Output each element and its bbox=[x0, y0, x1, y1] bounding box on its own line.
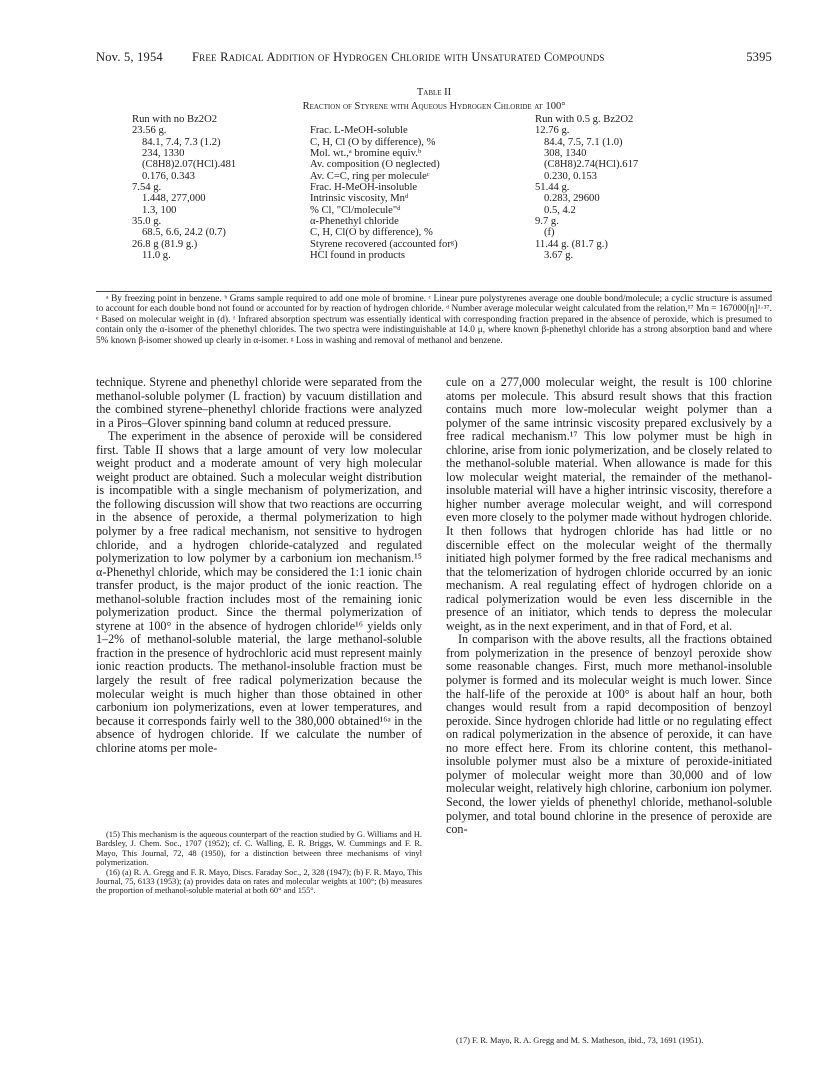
table-cell-run-no-peroxide: 35.0 g. bbox=[132, 216, 162, 228]
table-cell-run-no-peroxide: 23.56 g. bbox=[132, 125, 167, 137]
table-row bbox=[132, 125, 732, 136]
table-cell-label: Av. C=C, ring per moleculeᶜ bbox=[310, 170, 430, 182]
table-title: Reaction of Styrene with Aqueous Hydrogen Chloride at 100° bbox=[302, 101, 566, 112]
table-row bbox=[132, 239, 732, 250]
table-cell-run-with-peroxide: Run with 0.5 g. Bz2O2 bbox=[535, 114, 634, 125]
table-cell-run-with-peroxide: (f) bbox=[544, 227, 555, 239]
table-cell-label: Mol. wt.,ᵃ bromine equiv.ᵇ bbox=[310, 148, 422, 160]
table-cell-run-no-peroxide: 84.1, 7.4, 7.3 (1.2) bbox=[142, 136, 221, 148]
table-cell-label: α-Phenethyl chloride bbox=[310, 216, 399, 228]
reference-entry: (16) (a) R. A. Gregg and F. R. Mayo, Discs. Faraday Soc., 2, 328 (1947); (b) F. R. Mayo, This Journal, 75, 6133 (1953); (a) provides data on rates and molecular weights at 100°; (b) measures the proportion of methanol-soluble material at both 60° and 155°. bbox=[96, 867, 422, 896]
page-number: 5395 bbox=[746, 50, 772, 64]
table-cell-run-with-peroxide: (C8H8)2.74(HCl).617 bbox=[544, 159, 639, 171]
table-cell-run-no-peroxide: 68.5, 6.6, 24.2 (0.7) bbox=[142, 227, 226, 239]
table-cell-run-no-peroxide: 0.176, 0.343 bbox=[142, 170, 195, 182]
table-cell-label: Frac. L-MeOH-soluble bbox=[310, 125, 408, 137]
table-cell-label: Av. composition (O neglected) bbox=[310, 159, 440, 171]
footnote-text: ᵃ By freezing point in benzene. ᵇ Grams sample required to add one mole of bromine. ᶜ Linear pure polystyrenes average one double bond/molecule; a cyclic structure is assumed to account for each double bond not found or accounted for by reaction of hydrogen chloride. ᵈ Number average molecular weight calculated from the relation,¹⁷ Mn = 167000[η]¹·³⁷. ᵉ Based on molecular weight in (d). ᶠ Infrared absorption spectrum was essentially identical with corresponding fraction prepared in the absence of peroxide, which is presumed to contain only the α-isomer of the phenethyl chlorides. The two spectra were indistinguishable at 14.0 μ, where known β-phenethyl chloride has a strong absorption band and where 5% known β-isomer showed up clearly in α-isomer. ᵍ Loss in washing and removal of methanol and benzene. bbox=[96, 294, 772, 346]
table-row bbox=[132, 114, 732, 125]
table-row bbox=[132, 216, 732, 227]
table-footnotes bbox=[96, 294, 772, 346]
table-row bbox=[132, 148, 732, 159]
table-row bbox=[132, 182, 732, 193]
table-number: Table II bbox=[416, 87, 452, 98]
table-cell-run-no-peroxide: 1.448, 277,000 bbox=[142, 193, 206, 205]
table-cell-run-no-peroxide: 11.0 g. bbox=[142, 250, 171, 262]
table-row bbox=[132, 205, 732, 216]
table-row bbox=[132, 227, 732, 238]
paragraph: cule on a 277,000 molecular weight, the result is 100 chlorine atoms per molecule. This absurd result shows that this fraction contains much more low-molecular weight polymer than a polymer of the same intrinsic viscosity prepared exclusively by a free radical mechanism.¹⁷ This low polymer must be high in chlorine, arise from ionic polymerization, and be closely related to the methanol-soluble material. When allowance is made for this low molecular weight material, the remainder of the methanol-insoluble material will have a higher intrinsic viscosity, therefore a higher number average molecular weight, and will correspond even more closely to the polymer made without hydrogen chloride. It then follows that hydrogen chloride has had little or no discernible effect on the molecular weight of the thermally initiated high polymer formed by the free radical mechanisms and that the telomerization of hydrogen chloride occurred by an ionic mechanism. A real regulating effect of hydrogen chloride on a radical polymerization would be even less discernible in the presence of an initiator, which tends to depress the molecular weight, as in the next experiment, and in that of Ford, et al. bbox=[446, 375, 772, 633]
table-rule bbox=[96, 291, 772, 292]
left-column-references bbox=[96, 830, 422, 896]
table-cell-run-no-peroxide: 26.8 g (81.9 g.) bbox=[132, 238, 198, 250]
table-cell-label: C, H, Cl(O by difference), % bbox=[310, 227, 433, 239]
table-row bbox=[132, 137, 732, 148]
table-cell-run-no-peroxide: 234, 1330 bbox=[142, 148, 185, 160]
table-cell-label: Styrene recovered (accounted forᵍ) bbox=[310, 238, 458, 250]
right-column-references bbox=[446, 1036, 772, 1045]
header-date: Nov. 5, 1954 bbox=[96, 50, 163, 64]
table-row bbox=[132, 159, 732, 170]
table-cell-label: % Cl, "Cl/molecule"ᵈ bbox=[310, 204, 401, 216]
table-cell-run-no-peroxide: Run with no Bz2O2 bbox=[132, 114, 218, 125]
table-cell-label: Frac. H-MeOH-insoluble bbox=[310, 182, 418, 194]
table-cell-run-with-peroxide: 3.67 g. bbox=[544, 250, 574, 262]
table-cell-label: Intrinsic viscosity, Mnᵈ bbox=[310, 193, 409, 205]
reference-entry: (15) This mechanism is the aqueous counterpart of the reaction studied by G. Williams and H. Bardsley, J. Chem. Soc., 1707 (1952); cf. C. Walling, E. R. Briggs, W. Cummings and F. R. Mayo, This Journal, 72, 48 (1950), for a distinction between three mechanisms of vinyl polymerization. bbox=[96, 830, 422, 868]
table-cell-run-with-peroxide: 0.5, 4.2 bbox=[544, 204, 576, 216]
header-title: Free Radical Addition of Hydrogen Chloride with Unsaturated Compounds bbox=[192, 50, 605, 64]
table-cell-run-with-peroxide: 0.230, 0.153 bbox=[544, 170, 597, 182]
table-cell-run-with-peroxide: 308, 1340 bbox=[544, 148, 587, 160]
table-cell-run-no-peroxide: 1.3, 100 bbox=[142, 204, 177, 216]
table-cell-label: C, H, Cl (O by difference), % bbox=[310, 136, 436, 148]
table-cell-run-no-peroxide: (C8H8)2.07(HCl).481 bbox=[142, 159, 237, 171]
table-row bbox=[132, 171, 732, 182]
table-cell-run-with-peroxide: 12.76 g. bbox=[535, 125, 570, 137]
paragraph: In comparison with the above results, all the fractions obtained from polymerization in the presence of benzoyl peroxide show some reasonable changes. First, much more methanol-insoluble polymer is formed and its molecular weight is much lower. Since the half-life of the peroxide at 100° is about half an hour, both changes would result from a rapid decomposition of benzoyl peroxide. Since hydrogen chloride had little or no regulating effect on radical polymerization in the absence of peroxide, it can have no more effect here. From its chlorine content, this methanol-insoluble polymer must also be a mixture of peroxide-initiated polymer of molecular weight more than 30,000 and of low molecular weight, relatively high chlorine, carbonium ion polymer. Second, the lower yields of phenethyl chloride, methanol-soluble polymer, and total bound chlorine in the presence of peroxide are con- bbox=[446, 632, 772, 837]
reference-entry: (17) F. R. Mayo, R. A. Gregg and M. S. Matheson, ibid., 73, 1691 (1951). bbox=[456, 1036, 704, 1045]
table-cell-run-no-peroxide: 7.54 g. bbox=[132, 182, 162, 194]
paragraph: The experiment in the absence of peroxide will be considered first. Table II shows that a large amount of very low molecular weight product and a moderate amount of very high molecular weight product are obtained. Such a molecular weight distribution is incompatible with a single mechanism of polymerization, and the following discussion will show that two reactions are occurring in the absence of peroxide, a thermal polymerization to high polymer by a free radical mechanism, not sensitive to hydrogen chloride, and a hydrogen chloride-catalyzed and regulated polymerization to low polymer by a carbonium ion mechanism.¹⁵ α-Phenethyl chloride, which may be considered the 1:1 ionic chain transfer product, is the major product of the ionic reaction. The methanol-soluble fraction includes most of the remaining ionic polymerization product. Since the thermal polymerization of styrene at 100° in the absence of hydrogen chloride¹⁶ yields only 1–2% of methanol-soluble material, the large methanol-soluble fraction in the presence of hydrochloric acid must represent mainly ionic reaction products. The methanol-insoluble fraction must be largely the result of free radical polymerization because the molecular weight is much higher than those obtained in other carbonium ion polymerizations, even at lower temperatures, and because it corresponds fairly well to the 380,000 obtained¹⁶ᵃ in the absence of hydrogen chloride. If we calculate the number of chlorine atoms per mole- bbox=[96, 429, 422, 755]
table-cell-run-with-peroxide: 51.44 g. bbox=[535, 182, 570, 194]
right-column-text bbox=[446, 376, 772, 837]
left-column-text bbox=[96, 376, 422, 755]
table-row bbox=[132, 250, 732, 261]
data-table bbox=[132, 114, 732, 261]
table-cell-run-with-peroxide: 9.7 g. bbox=[535, 216, 559, 228]
table-cell-run-with-peroxide: 0.283, 29600 bbox=[544, 193, 600, 205]
paragraph: technique. Styrene and phenethyl chloride were separated from the methanol-soluble polymer (L fraction) by vacuum distillation and the combined styrene–phenethyl chloride fractions were analyzed in a Piros–Glover spinning band column at reduced pressure. bbox=[96, 375, 422, 430]
table-row bbox=[132, 193, 732, 204]
table-cell-label: HCl found in products bbox=[310, 250, 406, 262]
table-cell-run-with-peroxide: 84.4, 7.5, 7.1 (1.0) bbox=[544, 136, 623, 148]
table-cell-run-with-peroxide: 11.44 g. (81.7 g.) bbox=[535, 238, 608, 250]
